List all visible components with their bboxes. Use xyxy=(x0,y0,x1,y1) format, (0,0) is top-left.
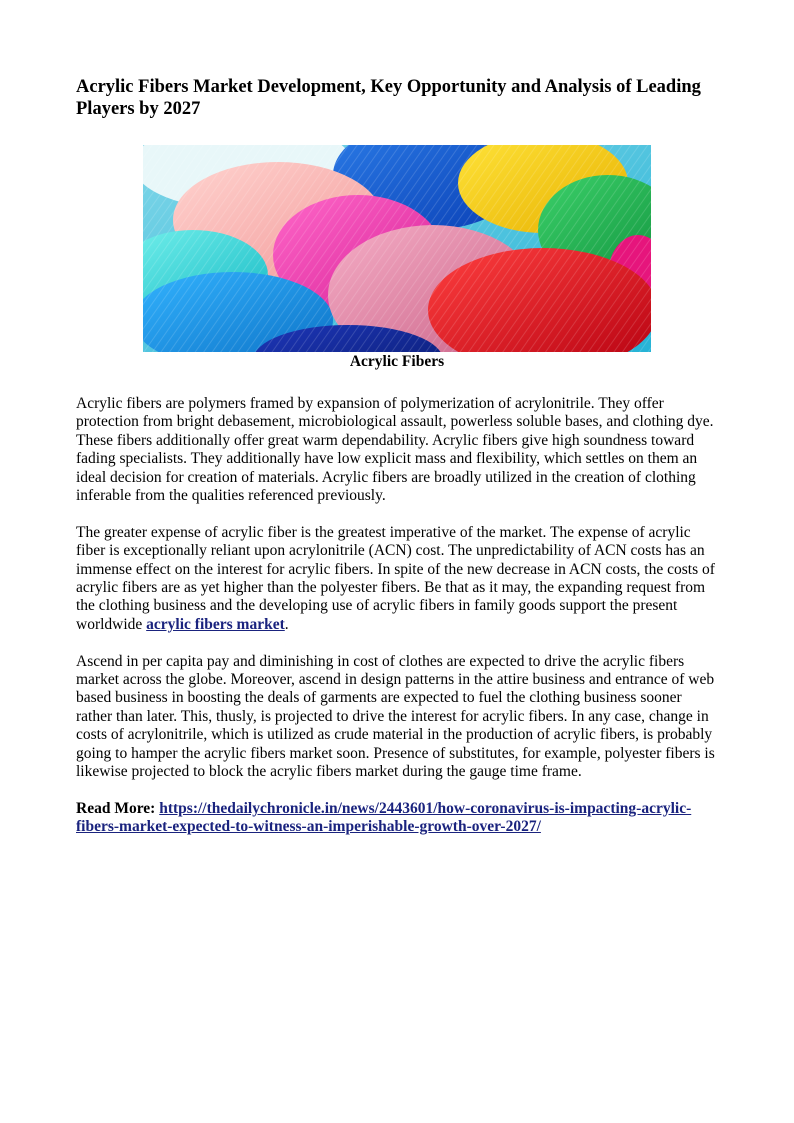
paragraph-2-text: The greater expense of acrylic fiber is the greatest imperative of the market. The expense of acrylic fiber is exceptionally reliant upon acrylonitrile (ACN) cost. The unpredictability of ACN costs has an immense effect on the interest for acrylic fibers. In spite of the new decrease in ACN costs, the costs of acrylic fibers are as yet higher than the polyester fibers. Be that as it may, the expanding request from the clothing business and the developing use of acrylic fibers in family goods support the present worldwide xyxy=(76,523,715,633)
article-title: Acrylic Fibers Market Development, Key Opportunity and Analysis of Leading Players by 2027 xyxy=(76,77,701,119)
read-more-link[interactable]: https://thedailychronicle.in/news/2443601/how-coronavirus-is-impacting-acrylic-fibers-market-expected-to-witness-an-imperishable-growth-over-2027/ xyxy=(76,799,692,836)
acrylic-fibers-market-link[interactable]: acrylic fibers market xyxy=(146,615,285,633)
read-more-label: Read More: xyxy=(76,799,156,817)
document-page xyxy=(76,76,718,837)
read-more xyxy=(76,800,718,837)
paragraph-intro: Acrylic fibers are polymers framed by expansion of polymerization of acrylonitrile. They offer protection from bright debasement, microbiological assault, powerless soluble bases, and clothing dye. These fibers additionally offer great warm dependability. Acrylic fibers give high soundness toward fading specialists. They additionally have low explicit mass and flexibility, which settles on them an ideal decision for creation of materials. Acrylic fibers are broadly utilized in the creation of clothing inferable from the qualities referenced previously. xyxy=(76,395,714,505)
paragraph-2-end: . xyxy=(284,615,289,633)
paragraph-market-constraint xyxy=(76,524,718,634)
figure-caption: Acrylic Fibers xyxy=(349,353,445,370)
article-figure xyxy=(76,145,718,371)
paragraph-market-drivers: Ascend in per capita pay and diminishing in cost of clothes are expected to drive the acrylic fibers market across the globe. Moreover, ascend in design patterns in the attire business and entrance of web based business in boosting the deals of garments are expected to fuel the clothing business sooner rather than later. This, thusly, is projected to drive the interest for acrylic fibers. In any case, change in costs of acrylonitrile, which is utilized as crude material in the production of acrylic fibers, is probably going to hamper the acrylic fibers market soon. Presence of substitutes, for example, polyester fibers is likewise projected to block the acrylic fibers market during the gauge time frame. xyxy=(76,652,715,781)
yarn-photo xyxy=(143,145,651,352)
